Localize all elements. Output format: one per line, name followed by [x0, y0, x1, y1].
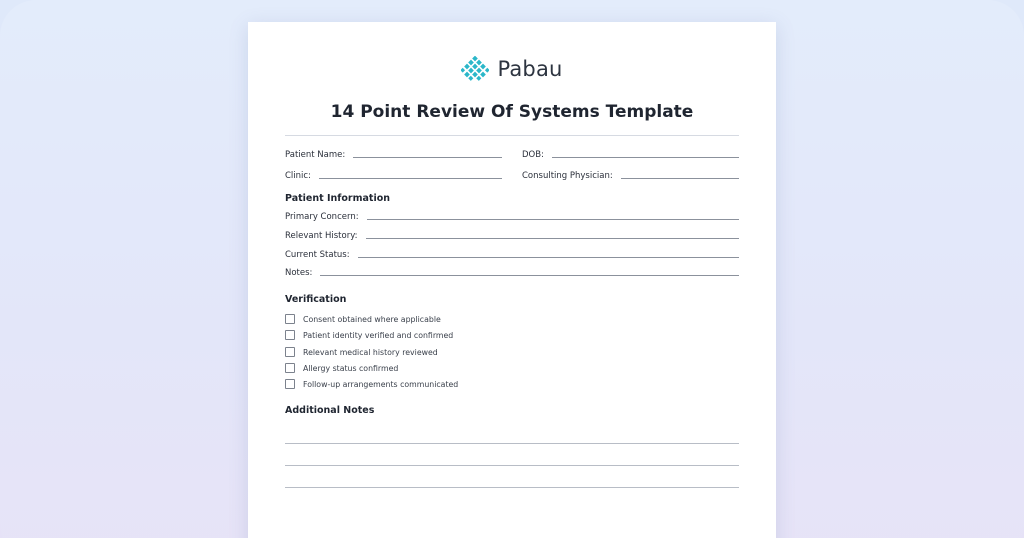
relevant-history-line [366, 238, 740, 239]
patient-information-heading: Patient Information [285, 193, 391, 204]
notes-field[interactable] [285, 268, 739, 278]
notes-label: Notes: [285, 268, 313, 278]
patient-name-field[interactable] [285, 150, 502, 160]
relevant-history-label: Relevant History: [285, 231, 358, 241]
verification-item-consent[interactable] [285, 314, 441, 324]
verification-item-follow-up[interactable] [285, 379, 458, 389]
clinic-line [319, 178, 502, 179]
additional-notes-line[interactable] [285, 487, 739, 488]
clinic-label: Clinic: [285, 171, 311, 181]
patient-name-label: Patient Name: [285, 150, 346, 160]
current-status-field[interactable] [285, 250, 739, 260]
verification-item-history[interactable] [285, 347, 438, 357]
brand-logo [248, 56, 776, 82]
checkbox[interactable] [285, 379, 295, 389]
relevant-history-field[interactable] [285, 231, 739, 241]
consulting-physician-label: Consulting Physician: [522, 171, 613, 181]
form-title: 14 Point Review Of Systems Template [330, 102, 694, 122]
checkbox-label: Consent obtained where applicable [303, 314, 441, 324]
checkbox[interactable] [285, 363, 295, 373]
dob-field[interactable] [522, 150, 739, 160]
verification-item-identity[interactable] [285, 330, 453, 340]
title-divider [285, 135, 739, 136]
checkbox-label: Allergy status confirmed [303, 363, 399, 373]
patient-name-line [353, 157, 502, 158]
checkbox[interactable] [285, 330, 295, 340]
current-status-label: Current Status: [285, 250, 350, 260]
pabau-logo-icon [461, 56, 489, 82]
additional-notes-line[interactable] [285, 443, 739, 444]
clinic-field[interactable] [285, 171, 502, 181]
primary-concern-line [367, 219, 739, 220]
checkbox-label: Patient identity verified and confirmed [303, 330, 454, 340]
current-status-line [358, 257, 739, 258]
verification-item-allergy[interactable] [285, 363, 398, 373]
consulting-physician-field[interactable] [522, 171, 739, 181]
primary-concern-label: Primary Concern: [285, 212, 359, 222]
dob-line [552, 157, 739, 158]
checkbox-label: Relevant medical history reviewed [303, 347, 438, 357]
additional-notes-line[interactable] [285, 465, 739, 466]
checkbox[interactable] [285, 347, 295, 357]
consulting-physician-line [621, 178, 739, 179]
verification-heading: Verification [285, 294, 347, 305]
additional-notes-heading: Additional Notes [285, 405, 375, 416]
primary-concern-field[interactable] [285, 212, 739, 222]
checkbox[interactable] [285, 314, 295, 324]
brand-name: Pabau [497, 57, 563, 81]
form-document [248, 22, 776, 538]
dob-label: DOB: [522, 150, 544, 160]
notes-line [320, 275, 739, 276]
checkbox-label: Follow-up arrangements communicated [303, 379, 459, 389]
